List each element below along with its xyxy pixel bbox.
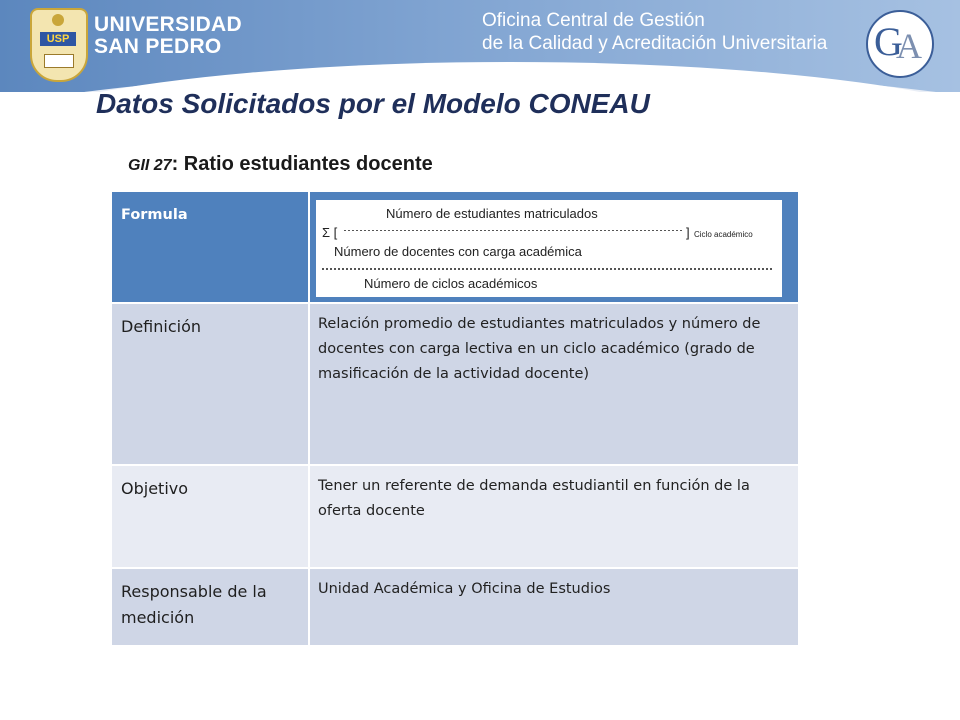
row-label-formula: Formula	[121, 207, 188, 223]
indicator-name: : Ratio estudiantes docente	[171, 153, 433, 175]
university-name-line2: SAN PEDRO	[94, 35, 222, 58]
table-cell-value	[309, 191, 799, 303]
row-value-responsible: Unidad Académica y Oficina de Estudios	[318, 581, 611, 597]
ca-logo-letter-g: G	[874, 19, 903, 64]
crest-label: USP	[40, 32, 76, 46]
table-row-responsible	[111, 568, 799, 646]
formula-numerator: Número de estudiantes matriculados	[386, 206, 598, 221]
row-label-definition: Definición	[121, 317, 201, 336]
table-cell-label	[111, 568, 309, 646]
page-title-prefix: Datos Solicitados por el Modelo	[96, 88, 529, 119]
table-row-definition	[111, 303, 799, 465]
page-title-emphasis: CONEAU	[528, 88, 650, 119]
ca-logo-icon	[866, 10, 934, 78]
table-cell-label	[111, 465, 309, 568]
page-title	[96, 88, 650, 120]
university-name-line1: UNIVERSIDAD	[94, 13, 242, 36]
office-name-line2: de la Calidad y Acreditación Universitaria	[482, 33, 828, 54]
office-name	[482, 9, 827, 55]
indicator-table	[110, 190, 800, 647]
indicator-subtitle	[128, 153, 433, 176]
ca-logo-letter-a: A	[896, 26, 922, 66]
formula-sigma: Σ [	[322, 225, 338, 240]
indicator-code: GII 27	[128, 157, 172, 174]
formula-denominator: Número de ciclos académicos	[364, 276, 538, 291]
row-label-objective: Objetivo	[121, 479, 189, 498]
formula-image	[316, 200, 782, 297]
table-row-objective	[111, 465, 799, 568]
formula-subscript: Ciclo académico	[694, 230, 753, 239]
header-banner	[0, 0, 960, 92]
table-cell-label	[111, 191, 309, 303]
office-name-line1: Oficina Central de Gestión	[482, 10, 705, 31]
university-crest-icon	[30, 8, 88, 82]
formula-divisor: Número de docentes con carga académica	[334, 244, 582, 259]
formula-bracket-close: ]	[686, 225, 690, 240]
row-value-definition: Relación promedio de estudiantes matriculados y número de docentes con carga lectiva en un ciclo académico (grado de masificación de la actividad docente)	[318, 316, 761, 382]
row-label-responsible: Responsable de la medición	[121, 582, 267, 627]
formula-main-fraction-line	[322, 268, 774, 270]
crest-book-icon	[44, 54, 74, 68]
table-cell-value	[309, 568, 799, 646]
formula-fraction-line	[344, 226, 682, 235]
row-value-objective: Tener un referente de demanda estudiantil en función de la oferta docente	[318, 478, 750, 519]
table-cell-value	[309, 303, 799, 465]
table-cell-value	[309, 465, 799, 568]
table-row-formula	[111, 191, 799, 303]
crest-top-ornament	[52, 14, 64, 26]
table-cell-label	[111, 303, 309, 465]
university-name	[94, 14, 242, 58]
